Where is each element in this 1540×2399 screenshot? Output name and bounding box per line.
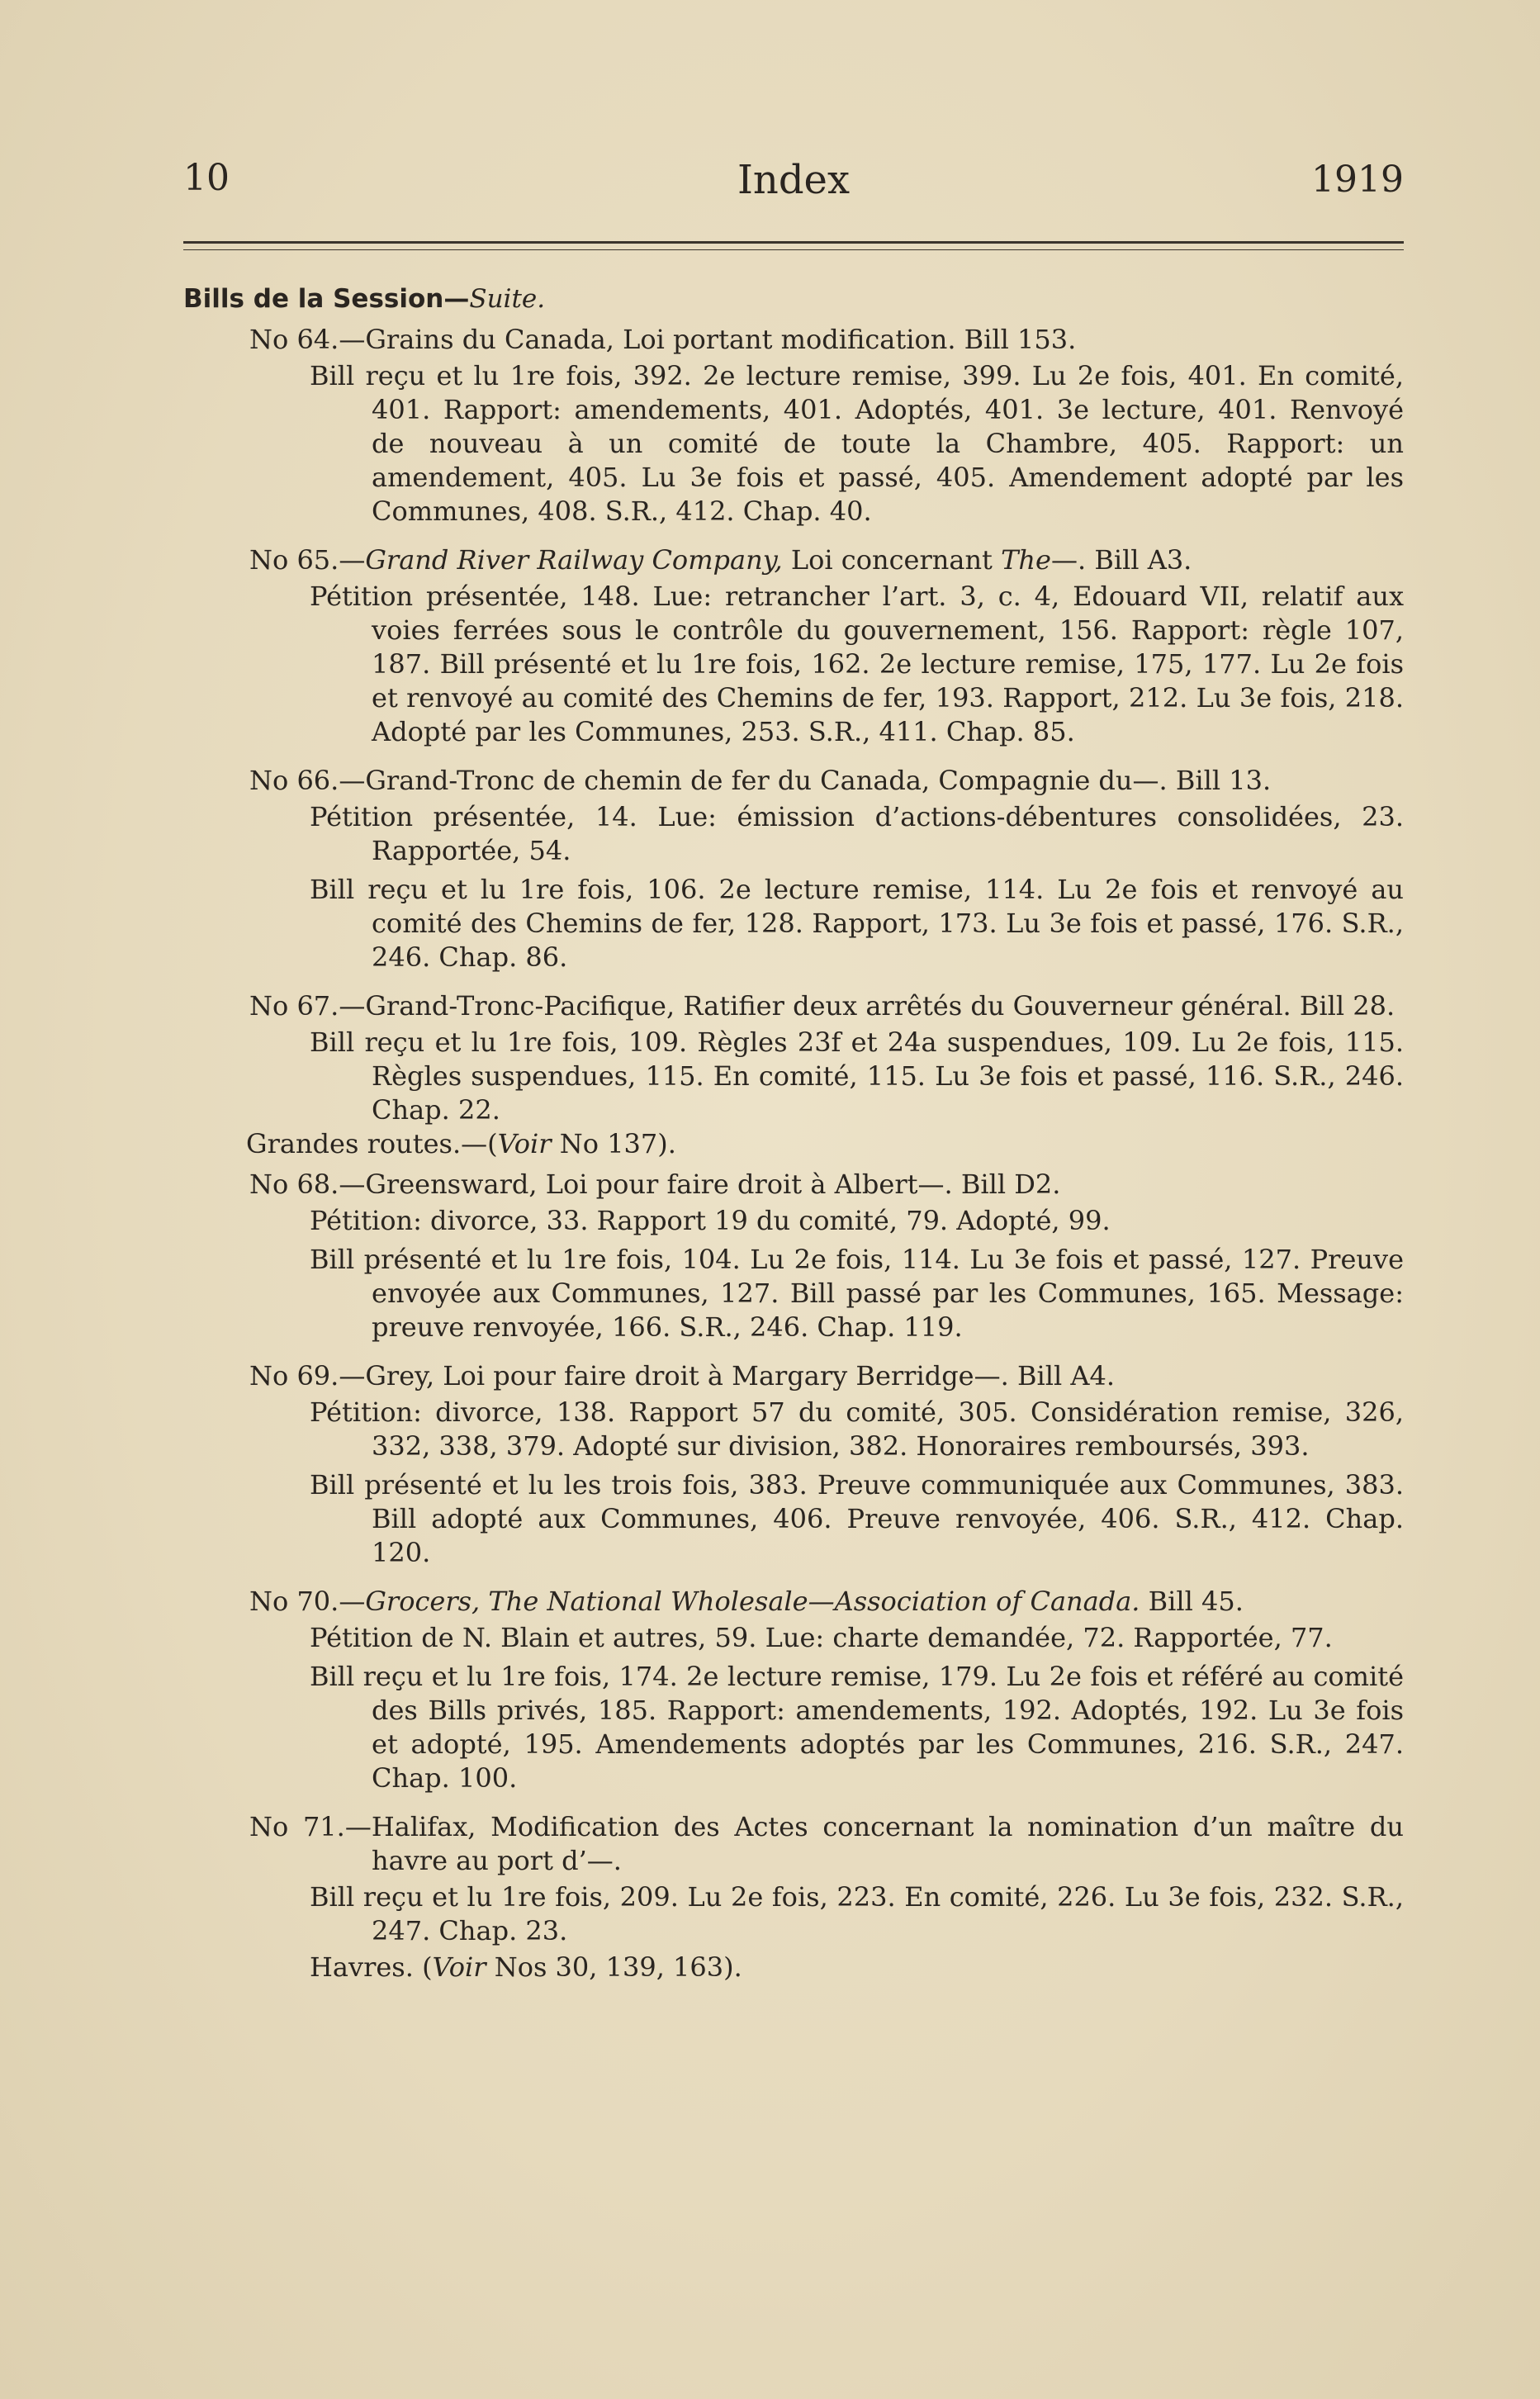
entry-paragraph: Bill reçu et lu 1re fois, 109. Règles 23f et 24a suspendues, 109. Lu 2e fois, 115. Règles suspendues, 115. En comité, 115. Lu 3e fois et passé, 116. S.R., 246. Chap. 22. <box>310 1026 1404 1126</box>
header-rule-thick <box>183 241 1404 244</box>
entry-paragraph: Bill reçu et lu 1re fois, 106. 2e lecture remise, 114. Lu 2e fois et renvoyé au comité des Chemins de fer, 128. Rapport, 173. Lu 3e fois et passé, 176. S.R., 246. Chap. 86. <box>310 874 1404 973</box>
header-rule-thin <box>183 249 1404 250</box>
entry-paragraph: Pétition présentée, 148. Lue: retrancher l’art. 3, c. 4, Edouard VII, relatif aux voies ferrées sous le contrôle du gouvernement, 156. Rapport: règle 107, 187. Bill présenté et lu 1re fois, 162. 2e lecture remise, 175, 177. Lu 2e fois et renvoyé au comité des Chemins de fer, 193. Rapport, 212. Lu 3e fois, 218. Adopté par les Communes, 253. S.R., 411. Chap. 85. <box>310 581 1404 747</box>
bill-entry-64 <box>183 323 1404 529</box>
entry-paragraph: Bill reçu et lu 1re fois, 392. 2e lecture remise, 399. Lu 2e fois, 401. En comité, 401. Rapport: amendements, 401. Adoptés, 401. 3e lecture, 401. Renvoyé de nouveau à un comité de toute la Chambre, 405. Rapport: un amendement, 405. Lu 3e fois et passé, 405. Amendement adopté par les Communes, 408. S.R., 412. Chap. 40. <box>310 360 1404 527</box>
entry-heading: No 64.—Grains du Canada, Loi portant modification. Bill 153. <box>249 324 1077 355</box>
entry-paragraph: Pétition présentée, 14. Lue: émission d’actions-débentures consolidées, 23. Rapportée, 54. <box>310 801 1404 866</box>
entry-paragraph: Pétition: divorce, 33. Rapport 19 du comité, 79. Adopté, 99. <box>310 1205 1111 1236</box>
entry-paragraph: Bill reçu et lu 1re fois, 209. Lu 2e fois, 223. En comité, 226. Lu 3e fois, 232. S.R., 247. Chap. 23. <box>310 1881 1404 1946</box>
page-header <box>183 157 1404 215</box>
section-heading: Bills de la Session—Suite. <box>183 284 546 314</box>
bill-entry-65 <box>183 543 1404 749</box>
bill-entry-68 <box>183 1168 1404 1344</box>
entry-paragraph: Bill présenté et lu 1re fois, 104. Lu 2e fois, 114. Lu 3e fois et passé, 127. Preuve envoyée aux Communes, 127. Bill passé par les Communes, 165. Message: preuve renvoyée, 166. S.R., 246. Chap. 119. <box>310 1244 1404 1343</box>
entry-paragraph: Bill présenté et lu les trois fois, 383. Preuve communiquée aux Communes, 383. Bill adopté aux Communes, 406. Preuve renvoyée, 406. S.R., 412. Chap. 120. <box>310 1469 1404 1568</box>
page-title: Index <box>737 157 851 203</box>
entry-heading: No 69.—Grey, Loi pour faire droit à Margary Berridge—. Bill A4. <box>249 1360 1115 1392</box>
cross-reference: Grandes routes.—(Voir No 137). <box>246 1128 676 1159</box>
bill-entry-67 <box>183 989 1404 1127</box>
bill-entry-66 <box>183 764 1404 974</box>
entry-heading: No 71.—Halifax, Modification des Actes concernant la nomination d’un maître du havre au port d’—. <box>249 1811 1404 1876</box>
page-number: 10 <box>183 157 230 199</box>
entry-paragraph: Pétition: divorce, 138. Rapport 57 du comité, 305. Considération remise, 326, 332, 338, 379. Adopté sur division, 382. Honoraires remboursés, 393. <box>310 1396 1404 1462</box>
entry-heading: No 66.—Grand-Tronc de chemin de fer du Canada, Compagnie du—. Bill 13. <box>249 765 1272 796</box>
page-year: 1919 <box>1311 159 1404 201</box>
cross-reference: Havres. (Voir Nos 30, 139, 163). <box>310 1951 742 1983</box>
entry-heading: No 65.—Grand River Railway Company, Loi concernant The—. Bill A3. <box>249 544 1192 576</box>
bill-entry-70 <box>183 1585 1404 1795</box>
entry-heading: No 67.—Grand-Tronc-Pacifique, Ratifier deux arrêtés du Gouverneur général. Bill 28. <box>249 990 1395 1022</box>
entry-paragraph: Pétition de N. Blain et autres, 59. Lue: charte demandée, 72. Rapportée, 77. <box>310 1622 1333 1653</box>
bill-entry-71 <box>183 1810 1404 1984</box>
entry-heading: No 68.—Greensward, Loi pour faire droit à Albert—. Bill D2. <box>249 1169 1061 1200</box>
index-content <box>183 282 1404 1984</box>
bill-entry-69 <box>183 1359 1404 1570</box>
entry-heading: No 70.—Grocers, The National Wholesale—Association of Canada. Bill 45. <box>249 1586 1244 1617</box>
entry-paragraph: Bill reçu et lu 1re fois, 174. 2e lecture remise, 179. Lu 2e fois et référé au comité des Bills privés, 185. Rapport: amendements, 192. Adoptés, 192. Lu 3e fois et adopté, 195. Amendements adoptés par les Communes, 216. S.R., 247. Chap. 100. <box>310 1661 1404 1794</box>
